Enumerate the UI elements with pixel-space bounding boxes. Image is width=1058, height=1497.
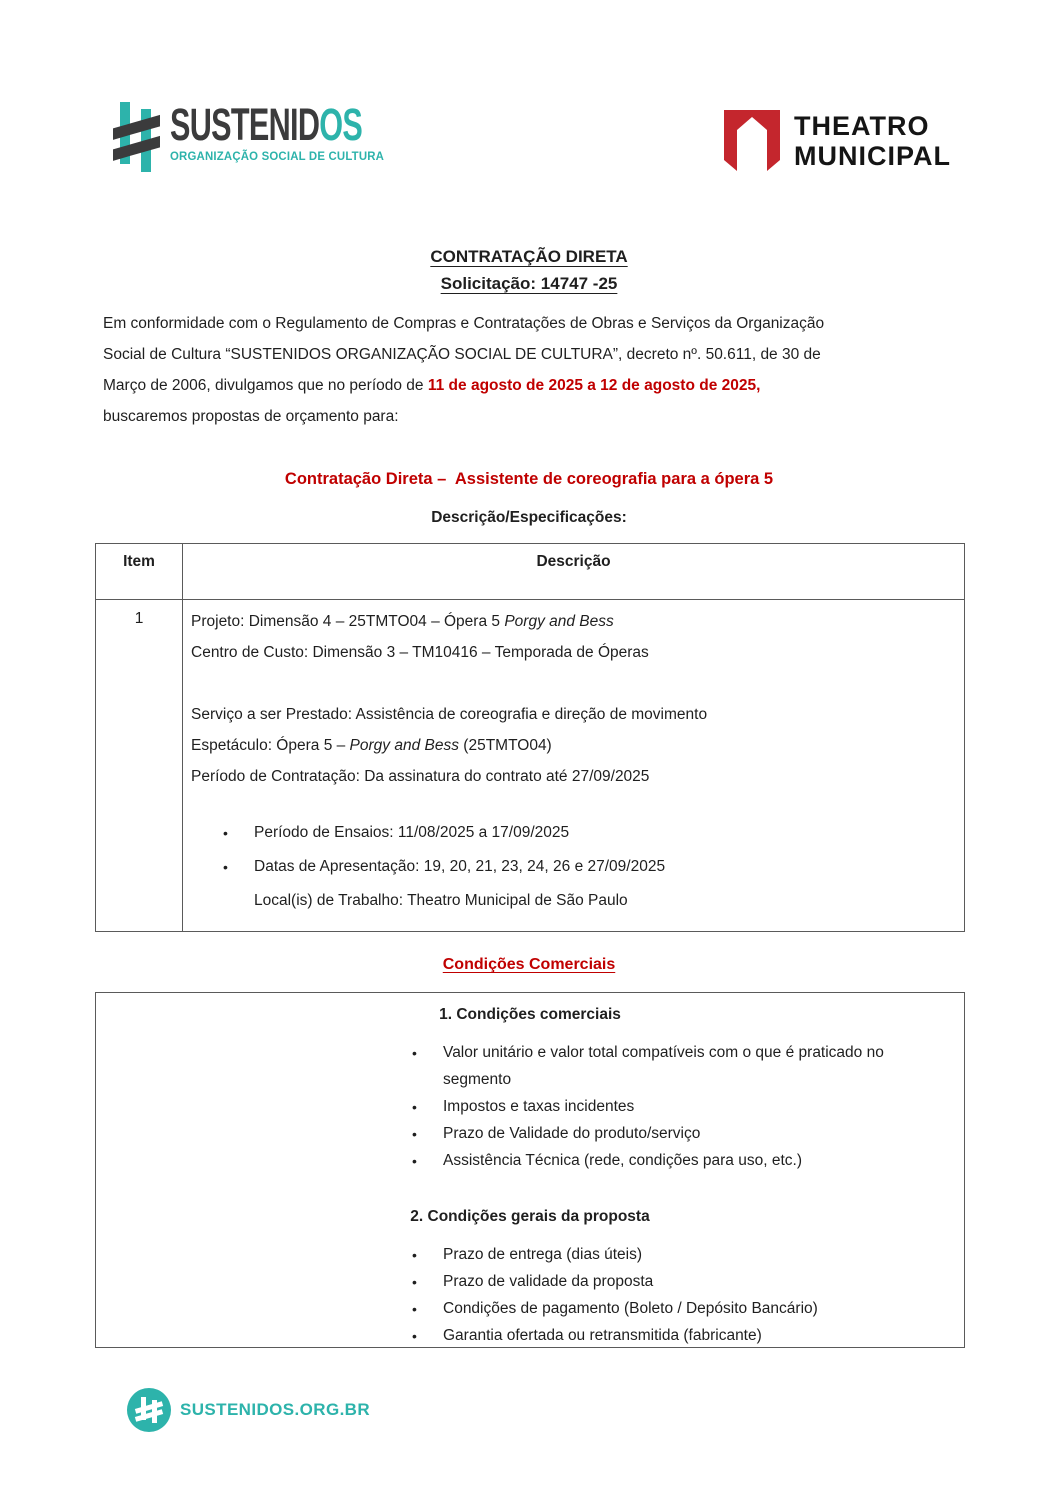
sustenidos-hash-icon bbox=[113, 102, 160, 172]
intro-line bbox=[103, 401, 973, 432]
spec-desc-line bbox=[191, 606, 954, 637]
bullet-dot: • bbox=[412, 1328, 417, 1344]
intro-paragraph bbox=[103, 308, 973, 432]
sustenidos-name-dark: SUSTENID bbox=[170, 99, 320, 150]
bullet-dot: • bbox=[412, 1274, 417, 1290]
condition-bullet-item bbox=[96, 1268, 964, 1295]
spec-desc-line bbox=[191, 699, 954, 730]
condition-bullet-list bbox=[96, 1039, 964, 1174]
spec-bullet-item bbox=[191, 886, 954, 916]
bullet-dot: • bbox=[412, 1045, 417, 1061]
intro-text-segment: Em conformidade com o Regulamento de Compras e Contratações de Obras e Serviços da Organização bbox=[103, 315, 825, 332]
spec-table-header bbox=[96, 544, 964, 600]
theatro-logo-text bbox=[794, 111, 951, 172]
bullet-dot: • bbox=[412, 1099, 417, 1115]
commercial-conditions-heading: Condições Comerciais bbox=[442, 956, 616, 973]
condition-section-heading: 2. Condições gerais da proposta bbox=[410, 1208, 650, 1225]
bullet-dot: • bbox=[412, 1247, 417, 1263]
condition-bullet-text: Prazo de validade da proposta bbox=[443, 1273, 654, 1290]
condition-bullet-item bbox=[96, 1147, 964, 1174]
spec-heading: Descrição/Especificações: bbox=[431, 509, 627, 526]
spec-desc-segment: Serviço a ser Prestado: Assistência de coreografia e direção de movimento bbox=[191, 706, 708, 723]
spec-bullets bbox=[191, 818, 954, 916]
theatro-municipal-logo bbox=[724, 110, 951, 172]
spec-desc-line bbox=[191, 730, 954, 761]
condition-bullet-item bbox=[96, 1322, 964, 1348]
spec-desc-segment: (25TMTO04) bbox=[458, 737, 552, 754]
document-title bbox=[0, 243, 1058, 297]
condition-bullet-text: Valor unitário e valor total compatíveis com o que é praticado no segmento bbox=[443, 1044, 884, 1088]
condition-bullet-item bbox=[96, 1120, 964, 1147]
spec-col-desc: Descrição bbox=[536, 553, 611, 570]
condition-bullet-text: Garantia ofertada ou retransmitida (fabricante) bbox=[443, 1327, 762, 1344]
bullet-dot: • bbox=[412, 1301, 417, 1317]
intro-line bbox=[103, 308, 973, 339]
bullet-dot: • bbox=[223, 859, 228, 875]
spec-desc-segment: Projeto: Dimensão 4 – 25TMTO04 – Ópera 5 bbox=[191, 613, 505, 630]
bullet-dot: • bbox=[412, 1153, 417, 1169]
spec-bullet-text: Local(is) de Trabalho: Theatro Municipal de São Paulo bbox=[254, 892, 628, 909]
sustenidos-name-accent: OS bbox=[319, 99, 363, 150]
condition-bullet-text: Condições de pagamento (Boleto / Depósito Bancário) bbox=[443, 1300, 818, 1317]
bullet-dot: • bbox=[412, 1126, 417, 1142]
spec-col-item: Item bbox=[96, 544, 183, 599]
condition-bullet-item bbox=[96, 1093, 964, 1120]
intro-line bbox=[103, 370, 973, 401]
condition-bullet-text: Prazo de Validade do produto/serviço bbox=[443, 1125, 701, 1142]
bullet-dot: • bbox=[223, 825, 228, 841]
intro-text-segment: Social de Cultura “SUSTENIDOS ORGANIZAÇÃO SOCIAL DE CULTURA”, decreto nº. 50.611, de 30 de bbox=[103, 346, 821, 363]
spec-desc-line bbox=[191, 668, 954, 699]
spec-desc-lines bbox=[191, 606, 954, 792]
condition-section-heading: 1. Condições comerciais bbox=[439, 1006, 621, 1023]
theatro-logo-line2: MUNICIPAL bbox=[794, 141, 951, 171]
condition-bullet-text: Prazo de entrega (dias úteis) bbox=[443, 1246, 643, 1263]
spec-table bbox=[95, 543, 965, 932]
sustenidos-logo-tagline: ORGANIZAÇÃO SOCIAL DE CULTURA bbox=[170, 149, 385, 163]
condition-bullet-text: Assistência Técnica (rede, condições para uso, etc.) bbox=[443, 1152, 802, 1169]
intro-line bbox=[103, 339, 973, 370]
spec-desc-segment: Centro de Custo: Dimensão 3 – TM10416 – Temporada de Óperas bbox=[191, 644, 649, 661]
condition-bullet-text: Impostos e taxas incidentes bbox=[443, 1098, 635, 1115]
footer-hash-icon bbox=[127, 1388, 171, 1432]
intro-text-segment: 11 de agosto de 2025 a 12 de agosto de 2025, bbox=[427, 377, 761, 394]
theatro-logo-line1: THEATRO bbox=[794, 111, 930, 141]
condition-bullet-list bbox=[96, 1241, 964, 1348]
condition-bullet-item bbox=[96, 1039, 964, 1093]
spec-desc-segment: Porgy and Bess bbox=[504, 613, 614, 630]
spec-bullet-item bbox=[191, 818, 954, 848]
subject-heading: Contratação Direta – Assistente de coreografia para a ópera 5 bbox=[284, 470, 774, 488]
spec-desc-segment: Porgy and Bess bbox=[349, 737, 459, 754]
spec-desc-line bbox=[191, 761, 954, 792]
spec-desc-segment: Espetáculo: Ópera 5 – bbox=[191, 737, 350, 754]
spec-item-number: 1 bbox=[96, 600, 183, 931]
spec-desc-segment: Período de Contratação: Da assinatura do contrato até 27/09/2025 bbox=[191, 768, 650, 785]
sustenidos-logo bbox=[113, 100, 453, 172]
conditions-box bbox=[95, 992, 965, 1348]
condition-bullet-item bbox=[96, 1295, 964, 1322]
spec-desc-line bbox=[191, 637, 954, 668]
title-line-1: CONTRATAÇÃO DIRETA bbox=[430, 247, 628, 266]
spec-description-cell bbox=[183, 600, 964, 931]
sustenidos-logo-text bbox=[170, 99, 453, 172]
spec-bullet-text: Período de Ensaios: 11/08/2025 a 17/09/2025 bbox=[254, 824, 570, 841]
spec-bullet-text: Datas de Apresentação: 19, 20, 21, 23, 24, 26 e 27/09/2025 bbox=[254, 858, 666, 875]
theatro-arch-icon bbox=[724, 110, 780, 172]
sustenidos-logo-name bbox=[170, 99, 363, 150]
footer bbox=[127, 1388, 370, 1432]
intro-text-segment: buscaremos propostas de orçamento para: bbox=[103, 408, 399, 425]
spec-table-row bbox=[96, 600, 964, 931]
title-line-2: Solicitação: 14747 -25 bbox=[440, 274, 618, 293]
intro-text-segment: Março de 2006, divulgamos que no período de bbox=[103, 377, 428, 394]
condition-bullet-item bbox=[96, 1241, 964, 1268]
spec-bullet-item bbox=[191, 852, 954, 882]
footer-website: SUSTENIDOS.ORG.BR bbox=[180, 1400, 371, 1419]
